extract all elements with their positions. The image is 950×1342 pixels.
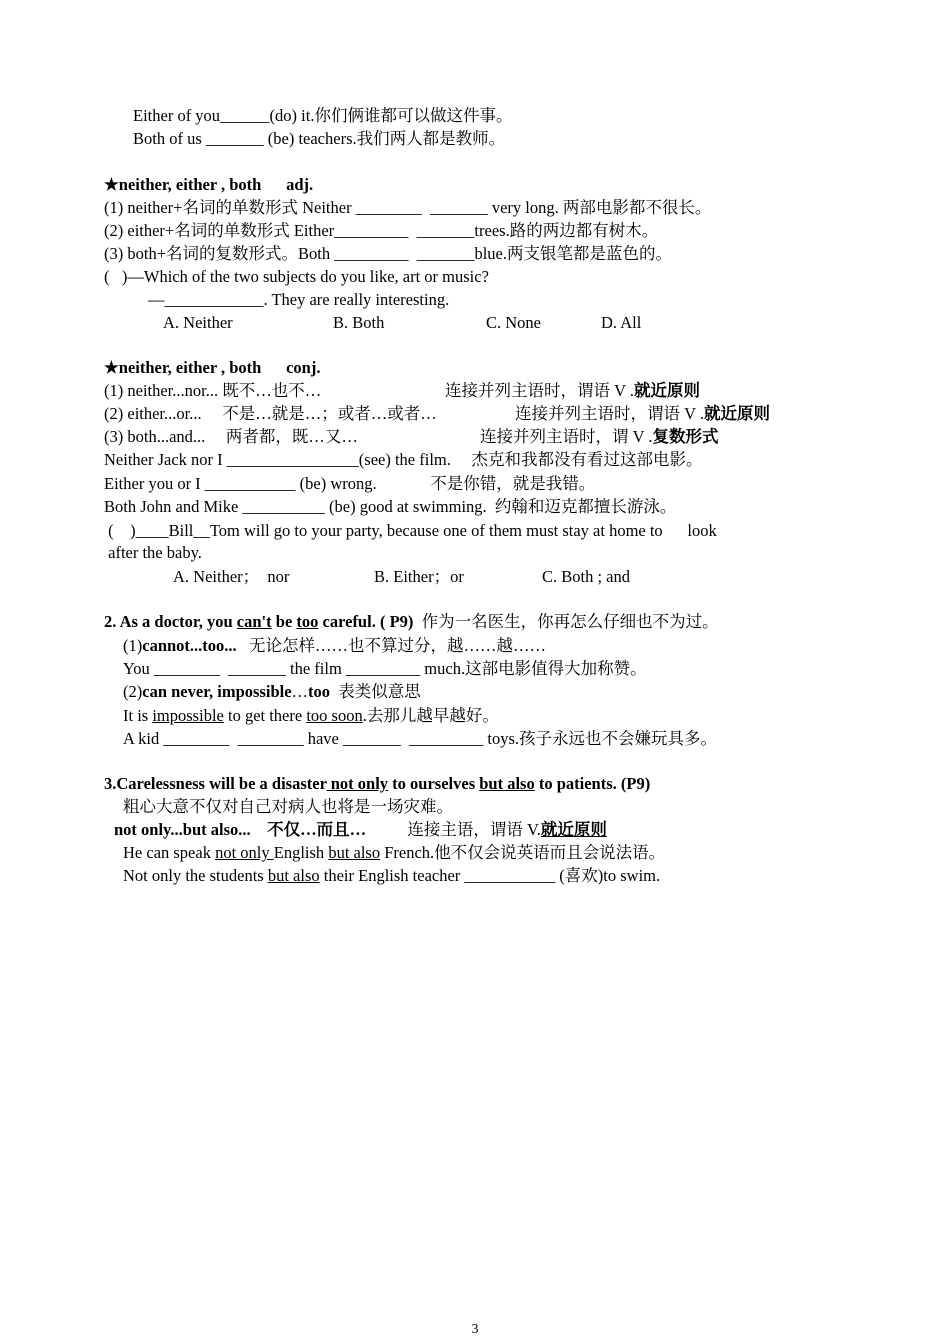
example-english-french: He can speak not only English but also French.他不仅会说英语而且会说法语。 bbox=[123, 843, 666, 862]
section-heading-conj: ★neither, either , both conj. bbox=[104, 358, 321, 377]
rule-neither-nor-note: 连接并列主语时，谓语 V .就近原则 bbox=[445, 381, 700, 400]
option-b: B. Both bbox=[333, 313, 385, 332]
question-subjects: ( )—Which of the two subjects do you like, art or music? bbox=[104, 267, 489, 286]
pattern-cannot-too: (1)cannot...too... 无论怎样……也不算过分，越……越…… bbox=[123, 636, 547, 655]
pattern-can-never: (2)can never, impossible…too 表类似意思 bbox=[123, 682, 421, 701]
example-both-john: Both John and Mike __________ (be) good at swimming. 约翰和迈克都擅长游泳。 bbox=[104, 497, 677, 516]
example-either-you: Either you or I ___________ (be) wrong. 不是你错，就是我错。 bbox=[104, 474, 596, 493]
example-both-of-us: Both of us _______ (be) teachers.我们两人都是教师。 bbox=[133, 129, 506, 148]
option-a: A. Neither bbox=[163, 313, 233, 332]
option-b: B. Either；or bbox=[374, 567, 464, 586]
question-bill-tom: ( )____Bill__Tom will go to your party, because one of them must stay at home to look bbox=[104, 521, 717, 540]
rule-not-only-but-also: not only...but also... 不仅…而且… 连接主语，谓语 V.就近原则 bbox=[114, 820, 607, 839]
rule-either-or: (2) either...or... 不是…就是…；或者…或者… bbox=[104, 404, 437, 423]
example-students-teacher: Not only the students but also their English teacher ___________ (喜欢)to swim. bbox=[123, 866, 661, 885]
option-a: A. Neither； nor bbox=[173, 567, 290, 586]
section-heading-adj: ★neither, either , both adj. bbox=[104, 175, 314, 194]
example-kid-toys: A kid ________ ________ have _______ _________ toys.孩子永远也不会嫌玩具多。 bbox=[123, 729, 717, 748]
answer-line: —____________. They are really interesting. bbox=[148, 290, 450, 309]
rule-neither-nor: (1) neither...nor... 既不…也不… bbox=[104, 381, 322, 400]
example-neither-jack: Neither Jack nor I ________________(see) the film. 杰克和我都没有看过这部电影。 bbox=[104, 450, 703, 469]
option-c: C. Both ; and bbox=[542, 567, 631, 586]
section-3-heading: 3.Carelessness will be a disaster not only to ourselves but also to patients. (P9) bbox=[104, 774, 651, 793]
option-c: C. None bbox=[486, 313, 541, 332]
option-d: D. All bbox=[601, 313, 642, 332]
rule-both-and: (3) both...and... 两者都，既…又… bbox=[104, 427, 358, 446]
rule-both-adj: (3) both+名词的复数形式。Both _________ _______blue.两支银笔都是蓝色的。 bbox=[104, 244, 673, 263]
example-film: You ________ _______ the film _________ much.这部电影值得大加称赞。 bbox=[123, 659, 647, 678]
page-number: 3 bbox=[471, 1322, 479, 1337]
rule-either-adj: (2) either+名词的单数形式 Either_________ _______trees.路的两边都有树木。 bbox=[104, 221, 659, 240]
question-bill-tom-cont: after the baby. bbox=[104, 543, 202, 562]
rule-either-or-note: 连接并列主语时，谓语 V .就近原则 bbox=[515, 404, 770, 423]
section-2-heading: 2. As a doctor, you can't be too careful. ( P9) 作为一名医生，你再怎么仔细也不为过。 bbox=[104, 612, 719, 631]
example-either-of-you: Either of you______(do) it.你们俩谁都可以做这件事。 bbox=[133, 106, 513, 125]
rule-both-and-note: 连接并列主语时，谓 V .复数形式 bbox=[480, 427, 719, 446]
section-3-translation: 粗心大意不仅对自己对病人也将是一场灾难。 bbox=[123, 797, 453, 816]
rule-neither-adj: (1) neither+名词的单数形式 Neither ________ _______ very long. 两部电影都不很长。 bbox=[104, 198, 712, 217]
example-impossible: It is impossible to get there too soon.去那儿越早越好。 bbox=[123, 706, 499, 725]
